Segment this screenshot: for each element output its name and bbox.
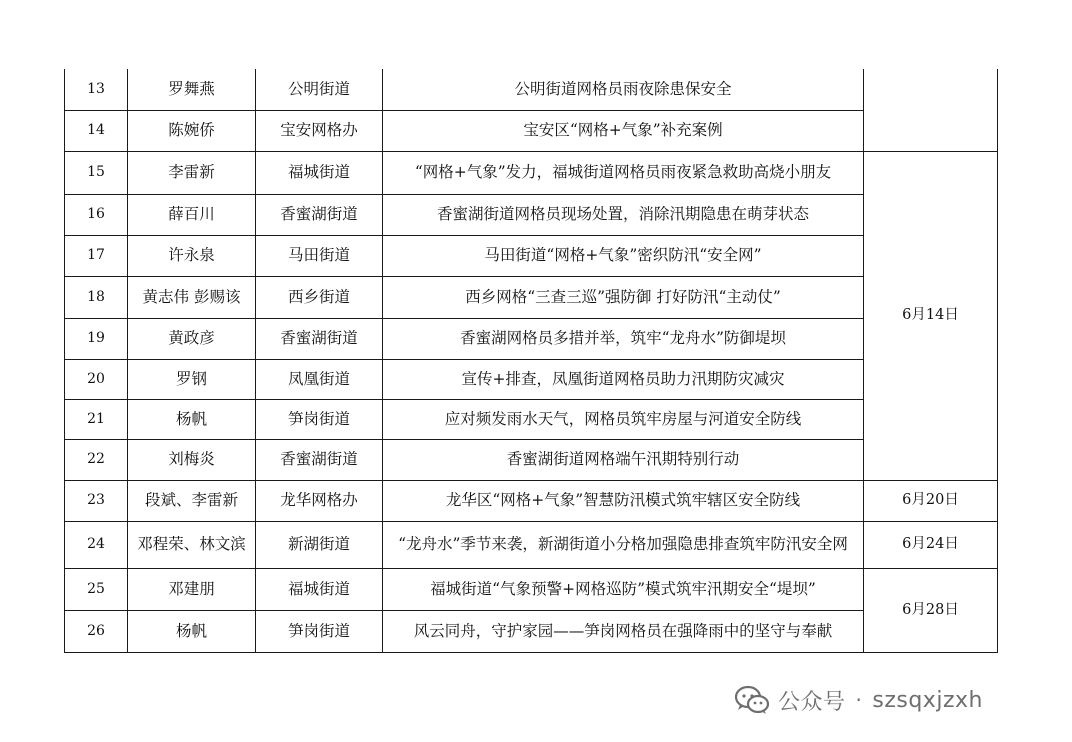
author-name: 刘梅炎 — [128, 439, 256, 480]
author-name: 陈婉侨 — [128, 110, 256, 151]
table-row — [65, 480, 998, 521]
row-number: 13 — [65, 69, 128, 110]
row-number: 14 — [65, 110, 128, 151]
article-list-table — [64, 69, 998, 653]
unit-name: 福城街道 — [256, 151, 383, 194]
article-title: 公明街道网格员雨夜除患保安全 — [383, 69, 864, 110]
article-title: “网格+气象”发力，福城街道网格员雨夜紧急救助高烧小朋友 — [383, 151, 864, 194]
row-number: 19 — [65, 318, 128, 359]
publish-date: 6月20日 — [864, 480, 998, 521]
table-row — [65, 439, 998, 480]
row-number: 25 — [65, 568, 128, 610]
date-cell-empty — [864, 69, 998, 151]
table-row — [65, 110, 998, 151]
unit-name: 香蜜湖街道 — [256, 194, 383, 235]
author-name: 许永泉 — [128, 235, 256, 276]
article-title: 宣传+排查，凤凰街道网格员助力汛期防灾减灾 — [383, 359, 864, 399]
unit-name: 宝安网格办 — [256, 110, 383, 151]
watermark-account: szsqxjzxh — [872, 687, 983, 713]
table-row — [65, 151, 998, 194]
watermark-label: 公众号 — [778, 689, 846, 715]
author-name: 罗钢 — [128, 359, 256, 399]
table-row — [65, 399, 998, 439]
author-name: 杨帆 — [128, 610, 256, 652]
table-row — [65, 521, 998, 568]
publish-date: 6月24日 — [864, 521, 998, 568]
unit-name: 马田街道 — [256, 235, 383, 276]
wechat-icon — [734, 685, 770, 715]
article-title: 香蜜湖街道网格员现场处置，消除汛期隐患在萌芽状态 — [383, 194, 864, 235]
author-name: 罗舞燕 — [128, 69, 256, 110]
wechat-watermark — [734, 682, 983, 718]
table-row — [65, 276, 998, 318]
article-title: 香蜜湖街道网格端午汛期特别行动 — [383, 439, 864, 480]
table-row — [65, 610, 998, 652]
publish-date: 6月14日 — [864, 151, 998, 480]
article-title: 香蜜湖网格员多措并举，筑牢“龙舟水”防御堤坝 — [383, 318, 864, 359]
article-title: 西乡网格“三查三巡”强防御 打好防汛“主动仗” — [383, 276, 864, 318]
row-number: 18 — [65, 276, 128, 318]
author-name: 黄政彦 — [128, 318, 256, 359]
article-title: 福城街道“气象预警+网格巡防”模式筑牢汛期安全“堤坝” — [383, 568, 864, 610]
row-number: 20 — [65, 359, 128, 399]
unit-name: 西乡街道 — [256, 276, 383, 318]
author-name: 邓程荣、林文滨 — [128, 521, 256, 568]
author-name: 邓建朋 — [128, 568, 256, 610]
article-title: 风云同舟，守护家园——笋岗网格员在强降雨中的坚守与奉献 — [383, 610, 864, 652]
unit-name: 龙华网格办 — [256, 480, 383, 521]
table-row — [65, 194, 998, 235]
row-number: 15 — [65, 151, 128, 194]
author-name: 李雷新 — [128, 151, 256, 194]
watermark-separator: · — [855, 688, 863, 712]
unit-name: 凤凰街道 — [256, 359, 383, 399]
row-number: 24 — [65, 521, 128, 568]
unit-name: 香蜜湖街道 — [256, 439, 383, 480]
author-name: 黄志伟 彭赐该 — [128, 276, 256, 318]
unit-name: 香蜜湖街道 — [256, 318, 383, 359]
row-number: 26 — [65, 610, 128, 652]
article-title: 马田街道“网格+气象”密织防汛“安全网” — [383, 235, 864, 276]
unit-name: 福城街道 — [256, 568, 383, 610]
row-number: 17 — [65, 235, 128, 276]
table-row — [65, 568, 998, 610]
row-number: 22 — [65, 439, 128, 480]
table-row — [65, 359, 998, 399]
table-row — [65, 235, 998, 276]
author-name: 薛百川 — [128, 194, 256, 235]
row-number: 21 — [65, 399, 128, 439]
publish-date: 6月28日 — [864, 568, 998, 652]
author-name: 段斌、李雷新 — [128, 480, 256, 521]
author-name: 杨帆 — [128, 399, 256, 439]
unit-name: 新湖街道 — [256, 521, 383, 568]
table-row — [65, 69, 998, 110]
row-number: 16 — [65, 194, 128, 235]
unit-name: 公明街道 — [256, 69, 383, 110]
article-title: 龙华区“网格+气象”智慧防汛模式筑牢辖区安全防线 — [383, 480, 864, 521]
unit-name: 笋岗街道 — [256, 610, 383, 652]
article-title: 宝安区“网格+气象”补充案例 — [383, 110, 864, 151]
article-title: 应对频发雨水天气，网格员筑牢房屋与河道安全防线 — [383, 399, 864, 439]
row-number: 23 — [65, 480, 128, 521]
table-row — [65, 318, 998, 359]
article-title: “龙舟水”季节来袭，新湖街道小分格加强隐患排查筑牢防汛安全网 — [383, 521, 864, 568]
unit-name: 笋岗街道 — [256, 399, 383, 439]
